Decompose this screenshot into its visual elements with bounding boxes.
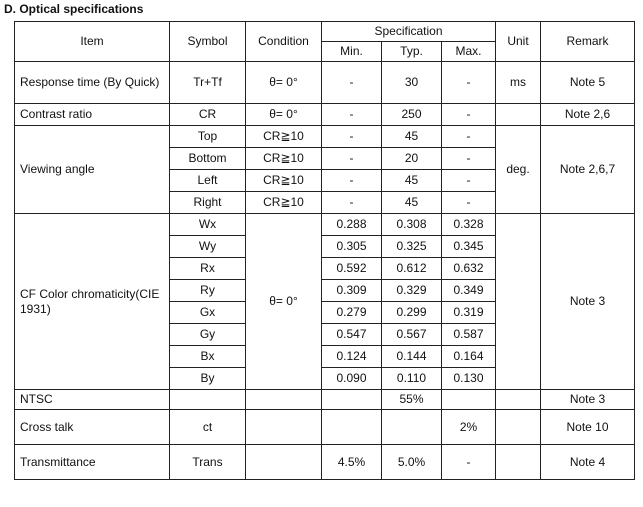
- table-row: [15, 410, 635, 445]
- response-max: -: [442, 62, 496, 104]
- crosstalk-symbol: ct: [170, 410, 246, 445]
- viewing-item: Viewing angle: [15, 126, 170, 214]
- viewing-condition: CR≧10: [246, 148, 322, 170]
- chromaticity-max: 0.349: [442, 280, 496, 302]
- chromaticity-min: 0.309: [322, 280, 382, 302]
- viewing-min: -: [322, 148, 382, 170]
- chromaticity-remark: Note 3: [541, 214, 635, 390]
- viewing-typ: 20: [382, 148, 442, 170]
- chromaticity-symbol: By: [170, 368, 246, 390]
- crosstalk-unit: [496, 410, 541, 445]
- transmittance-unit: [496, 445, 541, 480]
- optical-spec-table: [14, 21, 635, 480]
- response-condition: θ= 0°: [246, 62, 322, 104]
- chromaticity-typ: 0.308: [382, 214, 442, 236]
- contrast-remark: Note 2,6: [541, 104, 635, 126]
- viewing-symbol: Bottom: [170, 148, 246, 170]
- transmittance-symbol: Trans: [170, 445, 246, 480]
- viewing-symbol: Left: [170, 170, 246, 192]
- chromaticity-typ: 0.567: [382, 324, 442, 346]
- chromaticity-max: 0.328: [442, 214, 496, 236]
- crosstalk-item: Cross talk: [15, 410, 170, 445]
- response-symbol: Tr+Tf: [170, 62, 246, 104]
- viewing-unit: deg.: [496, 126, 541, 214]
- crosstalk-remark: Note 10: [541, 410, 635, 445]
- chromaticity-symbol: Gx: [170, 302, 246, 324]
- table-row: [15, 62, 635, 104]
- chromaticity-max: 0.345: [442, 236, 496, 258]
- viewing-typ: 45: [382, 170, 442, 192]
- chromaticity-max: 0.587: [442, 324, 496, 346]
- contrast-min: -: [322, 104, 382, 126]
- header-typ: Typ.: [382, 42, 442, 62]
- chromaticity-symbol: Ry: [170, 280, 246, 302]
- viewing-max: -: [442, 148, 496, 170]
- ntsc-unit: [496, 390, 541, 410]
- chromaticity-min: 0.124: [322, 346, 382, 368]
- crosstalk-typ: [382, 410, 442, 445]
- chromaticity-min: 0.090: [322, 368, 382, 390]
- viewing-typ: 45: [382, 126, 442, 148]
- header-condition: Condition: [246, 22, 322, 62]
- transmittance-max: -: [442, 445, 496, 480]
- viewing-symbol: Right: [170, 192, 246, 214]
- response-min: -: [322, 62, 382, 104]
- ntsc-max: [442, 390, 496, 410]
- chromaticity-unit: [496, 214, 541, 390]
- viewing-max: -: [442, 126, 496, 148]
- contrast-typ: 250: [382, 104, 442, 126]
- header-min: Min.: [322, 42, 382, 62]
- header-max: Max.: [442, 42, 496, 62]
- transmittance-item: Transmittance: [15, 445, 170, 480]
- viewing-min: -: [322, 126, 382, 148]
- viewing-condition: CR≧10: [246, 192, 322, 214]
- chromaticity-symbol: Wx: [170, 214, 246, 236]
- table-row: [15, 104, 635, 126]
- header-specification: Specification: [322, 22, 496, 42]
- transmittance-condition: [246, 445, 322, 480]
- viewing-symbol: Top: [170, 126, 246, 148]
- chromaticity-min: 0.592: [322, 258, 382, 280]
- ntsc-item: NTSC: [15, 390, 170, 410]
- contrast-symbol: CR: [170, 104, 246, 126]
- ntsc-typ: 55%: [382, 390, 442, 410]
- ntsc-symbol: [170, 390, 246, 410]
- transmittance-typ: 5.0%: [382, 445, 442, 480]
- chromaticity-min: 0.547: [322, 324, 382, 346]
- chromaticity-max: 0.632: [442, 258, 496, 280]
- contrast-item: Contrast ratio: [15, 104, 170, 126]
- viewing-min: -: [322, 170, 382, 192]
- viewing-max: -: [442, 192, 496, 214]
- response-typ: 30: [382, 62, 442, 104]
- chromaticity-symbol: Wy: [170, 236, 246, 258]
- chromaticity-max: 0.164: [442, 346, 496, 368]
- viewing-condition: CR≧10: [246, 170, 322, 192]
- header-item: Item: [15, 22, 170, 62]
- ntsc-min: [322, 390, 382, 410]
- chromaticity-min: 0.288: [322, 214, 382, 236]
- transmittance-min: 4.5%: [322, 445, 382, 480]
- chromaticity-symbol: Gy: [170, 324, 246, 346]
- chromaticity-max: 0.130: [442, 368, 496, 390]
- table-row: [15, 445, 635, 480]
- header-symbol: Symbol: [170, 22, 246, 62]
- ntsc-remark: Note 3: [541, 390, 635, 410]
- response-remark: Note 5: [541, 62, 635, 104]
- chromaticity-typ: 0.329: [382, 280, 442, 302]
- chromaticity-max: 0.319: [442, 302, 496, 324]
- table-row: [15, 214, 635, 236]
- contrast-condition: θ= 0°: [246, 104, 322, 126]
- contrast-unit: [496, 104, 541, 126]
- chromaticity-typ: 0.110: [382, 368, 442, 390]
- response-unit: ms: [496, 62, 541, 104]
- table-row: [15, 126, 635, 148]
- header-remark: Remark: [541, 22, 635, 62]
- chromaticity-item: CF Color chromaticity(CIE 1931): [15, 214, 170, 390]
- viewing-max: -: [442, 170, 496, 192]
- chromaticity-typ: 0.612: [382, 258, 442, 280]
- viewing-min: -: [322, 192, 382, 214]
- chromaticity-typ: 0.325: [382, 236, 442, 258]
- viewing-remark: Note 2,6,7: [541, 126, 635, 214]
- chromaticity-typ: 0.299: [382, 302, 442, 324]
- viewing-typ: 45: [382, 192, 442, 214]
- chromaticity-min: 0.305: [322, 236, 382, 258]
- header-unit: Unit: [496, 22, 541, 62]
- crosstalk-min: [322, 410, 382, 445]
- chromaticity-condition: θ= 0°: [246, 214, 322, 390]
- chromaticity-typ: 0.144: [382, 346, 442, 368]
- chromaticity-symbol: Rx: [170, 258, 246, 280]
- contrast-max: -: [442, 104, 496, 126]
- header-row: [15, 22, 635, 42]
- chromaticity-min: 0.279: [322, 302, 382, 324]
- response-item: Response time (By Quick): [15, 62, 170, 104]
- table-row: [15, 390, 635, 410]
- crosstalk-condition: [246, 410, 322, 445]
- section-title: D. Optical specifications: [4, 2, 144, 16]
- transmittance-remark: Note 4: [541, 445, 635, 480]
- ntsc-condition: [246, 390, 322, 410]
- chromaticity-symbol: Bx: [170, 346, 246, 368]
- crosstalk-max: 2%: [442, 410, 496, 445]
- viewing-condition: CR≧10: [246, 126, 322, 148]
